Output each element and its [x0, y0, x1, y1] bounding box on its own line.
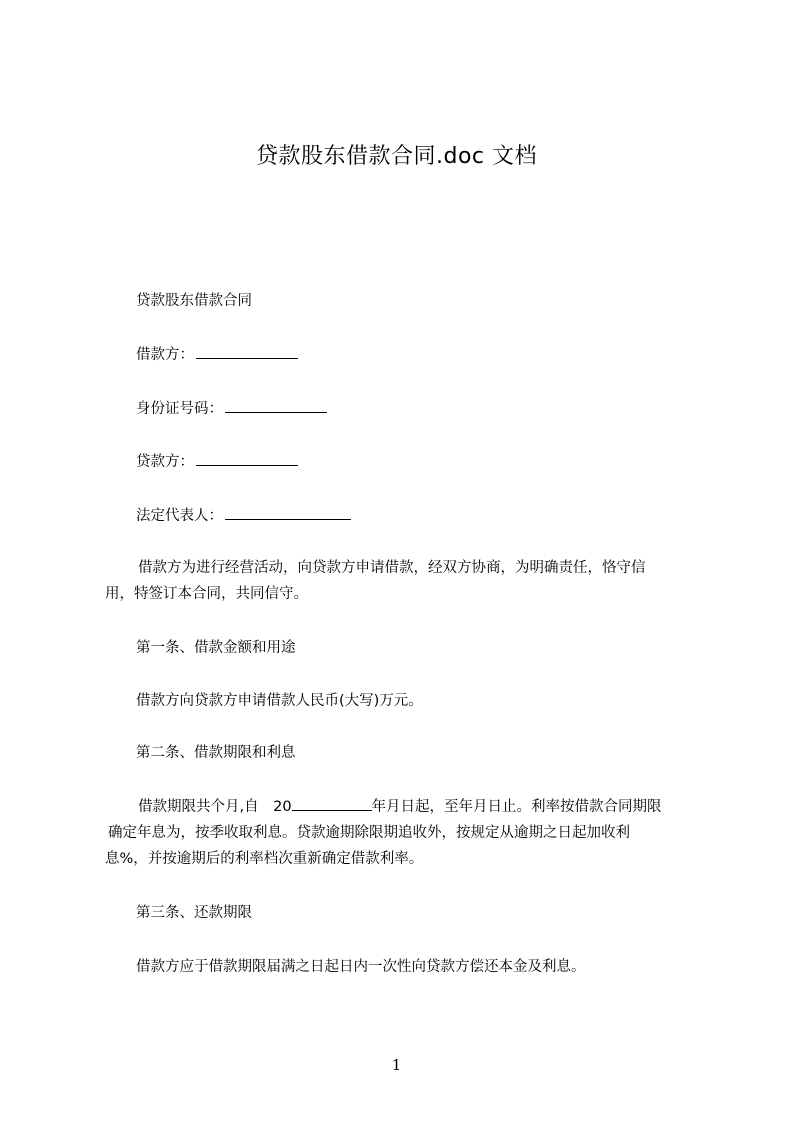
id-number-blank: [225, 398, 327, 413]
legal-rep-field: [136, 504, 351, 528]
article-1-body: 借款方向贷款方申请借款人民币(大写)万元。: [136, 693, 423, 709]
article-2-line-3: 息%，并按逾期后的利率档次重新确定借款利率。: [105, 851, 424, 867]
legal-rep-blank: [225, 505, 351, 520]
lender-label: 贷款方：: [136, 454, 194, 470]
intro-paragraph: [105, 555, 705, 607]
article-2-line-1: [105, 794, 705, 820]
document-title: 贷款股东借款合同.doc 文档: [255, 144, 537, 169]
intro-line-2: 用，特签订本合同，共同信守。: [105, 586, 308, 602]
borrower-field: [136, 343, 298, 367]
legal-rep-label: 法定代表人：: [136, 508, 223, 524]
article-3-body: 借款方应于借款期限届满之日起日内一次性向贷款方偿还本金及利息。: [136, 959, 586, 975]
article-3-heading: 第三条、还款期限: [136, 905, 252, 921]
lender-field: [136, 450, 298, 474]
article-2-paragraph: [105, 794, 705, 872]
article-2-heading: 第二条、借款期限和利息: [136, 745, 296, 761]
term-suffix: 年月日起，至年月日止。利率按借款合同期限: [371, 799, 662, 815]
id-number-field: [136, 397, 327, 421]
borrower-blank: [196, 344, 298, 359]
article-2-line-2: 确定年息为，按季收取利息。贷款逾期除限期追收外，按规定从逾期之日起加收利: [108, 825, 630, 841]
article-1-heading: 第一条、借款金额和用途: [136, 640, 296, 656]
id-number-label: 身份证号码：: [136, 401, 223, 417]
intro-line-1: 借款方为进行经营活动，向贷款方申请借款，经双方协商，为明确责任，恪守信: [138, 560, 646, 576]
term-prefix: 借款期限共个月,自 20: [138, 799, 292, 815]
year-blank: [292, 796, 372, 811]
borrower-label: 借款方：: [136, 347, 194, 363]
contract-heading: 贷款股东借款合同: [136, 293, 252, 309]
page-number: 1: [391, 1056, 402, 1074]
lender-blank: [196, 451, 298, 466]
